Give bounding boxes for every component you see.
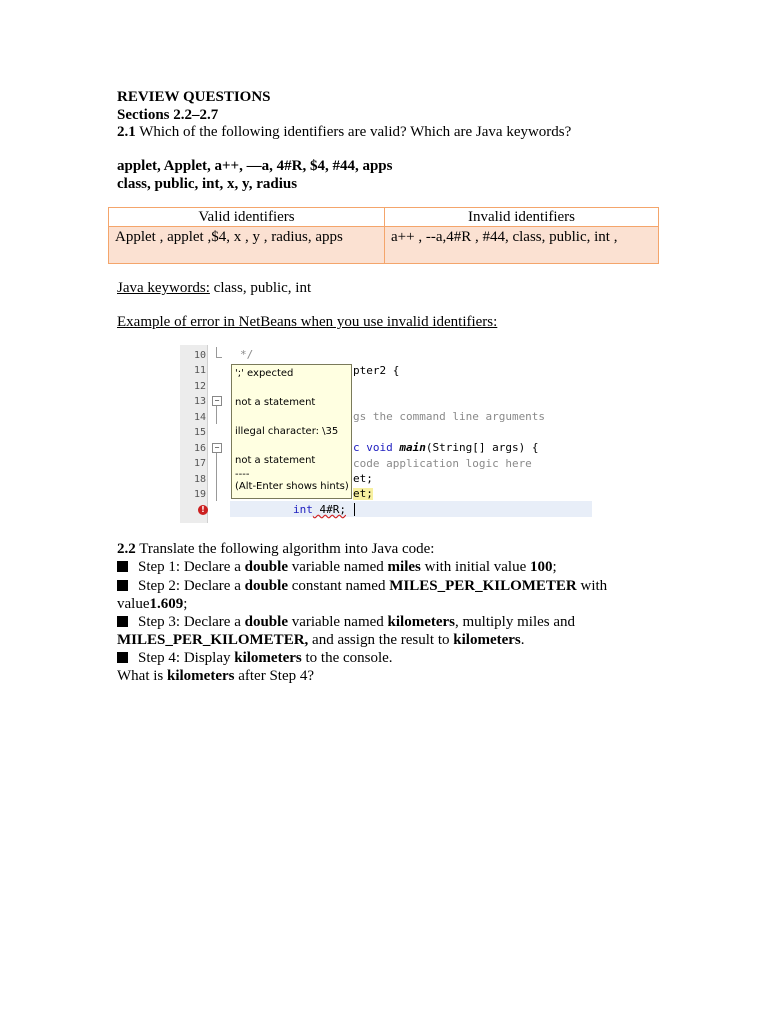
question-number: 2.1 [117, 124, 136, 140]
identifier-list-line-2: class, public, int, x, y, radius [117, 176, 298, 192]
question-text: Which of the following identifiers are valid? Which are Java keywords? [139, 124, 572, 140]
fold-guide [216, 453, 217, 501]
line-number: 16 [193, 443, 206, 454]
table-cell-invalid: a++ , --a,4#R , #44, class, public, int , [385, 227, 659, 264]
line-number: 18 [193, 474, 206, 485]
question-2-2 [117, 540, 434, 558]
code-invalid-identifier: 4#R; [312, 503, 346, 516]
step-3-continued: MILES_PER_KILOMETER, and assign the result to kilometers. [117, 632, 525, 648]
bullet-square-icon [117, 652, 128, 663]
tooltip-line: illegal character: \35 [235, 426, 339, 437]
line-number: 15 [193, 427, 206, 438]
fold-collapse-icon[interactable]: − [212, 396, 222, 406]
code-args-comment: gs the command line arguments [353, 410, 546, 423]
code-main-name: main [399, 441, 426, 454]
code-logic-comment: code application logic here [353, 457, 532, 470]
line-number: 10 [193, 350, 206, 361]
code-line-18: et; [353, 472, 373, 485]
identifiers-table [108, 207, 659, 264]
identifier-list-line-1: applet, Applet, a++, —a, 4#R, $4, #44, apps [117, 158, 393, 174]
code-line-19: et; [353, 487, 373, 500]
error-tooltip [231, 364, 352, 499]
line-number: 14 [193, 412, 206, 423]
fold-guide [216, 347, 217, 357]
netbeans-screenshot [180, 345, 592, 523]
java-keywords-line [117, 279, 311, 297]
tooltip-line: not a statement [235, 397, 316, 408]
line-number: 19 [193, 489, 206, 500]
error-icon[interactable]: ! [198, 505, 208, 515]
code-class-declaration: pter2 { [353, 364, 400, 377]
code-error-line[interactable] [293, 504, 346, 516]
fold-guide [216, 357, 222, 358]
bullet-square-icon [117, 561, 128, 572]
tooltip-line: ---- [235, 469, 250, 480]
code-void-keyword: c void [353, 441, 400, 454]
bullet-square-icon [117, 580, 128, 591]
step-3: Step 3: Declare a double variable named kilometers, multiply miles and [117, 613, 575, 631]
line-number: 17 [193, 458, 206, 469]
line-number: 13 [193, 396, 206, 407]
step-1: Step 1: Declare a double variable named miles with initial value 100; [117, 558, 557, 576]
tooltip-line: ';' expected [235, 368, 294, 379]
step-2-continued: value1.609; [117, 596, 188, 612]
step-4: Step 4: Display kilometers to the console. [117, 649, 393, 667]
table-cell-valid: Applet , applet ,$4, x , y , radius, apps [109, 227, 385, 264]
code-int-keyword: int [293, 503, 313, 516]
question-number: 2.2 [117, 541, 136, 557]
text-cursor [354, 503, 355, 516]
code-main-args: (String[] args) { [425, 441, 539, 454]
step-2: Step 2: Declare a double constant named MILES_PER_KILOMETER with [117, 577, 607, 595]
fold-guide [216, 406, 217, 424]
bullet-square-icon [117, 616, 128, 627]
line-number: 12 [193, 381, 206, 392]
java-keywords-label: Java keywords: [117, 280, 210, 296]
example-heading: Example of error in NetBeans when you use invalid identifiers: [117, 314, 498, 330]
sections-heading: Sections 2.2–2.7 [117, 107, 219, 123]
table-header-invalid: Invalid identifiers [385, 208, 659, 227]
line-number: 11 [193, 365, 206, 376]
fold-collapse-icon[interactable]: − [212, 443, 222, 453]
code-comment: */ [240, 348, 254, 361]
final-question: What is kilometers after Step 4? [117, 668, 315, 684]
tooltip-line: not a statement [235, 455, 316, 466]
code-main-declaration [353, 442, 538, 454]
current-line-highlight [230, 501, 592, 517]
review-questions-title: REVIEW QUESTIONS [117, 89, 271, 105]
tooltip-hint: (Alt-Enter shows hints) [235, 481, 349, 492]
table-header-valid: Valid identifiers [109, 208, 385, 227]
question-text: Translate the following algorithm into Java code: [139, 541, 435, 557]
java-keywords-value: class, public, int [209, 280, 312, 296]
question-2-1 [117, 123, 571, 141]
